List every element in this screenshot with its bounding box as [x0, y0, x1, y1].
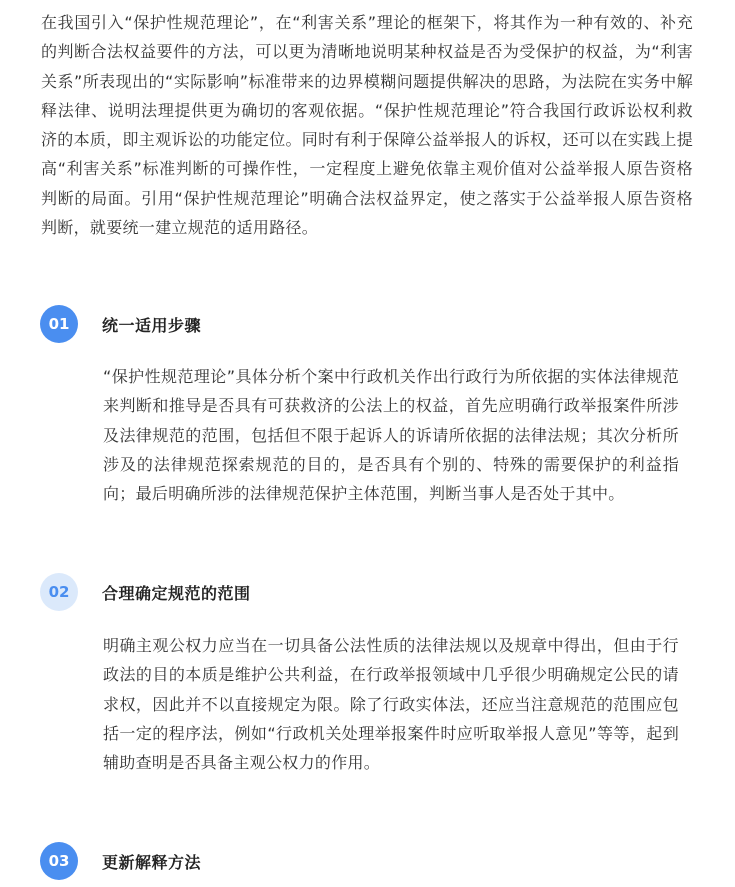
section-title: 合理确定规范的范围 — [102, 583, 251, 603]
section-number-badge: 02 — [40, 573, 78, 611]
section-number-badge: 01 — [40, 305, 78, 343]
section-header-01 — [40, 304, 201, 344]
section-header-02 — [40, 572, 251, 612]
section-body-02: 明确主观公权力应当在一切具备公法性质的法律法规以及规章中得出，但由于行政法的目的本质是维护公共利益，在行政举报领域中几乎很少明确规定公民的请求权，因此并不以直接规定为限。除了行政实体法，还应当注意规范的范围应包括一定的程序法，例如“行政机关处理举报案件时应听取举报人意见”等等，起到辅助查明是否具备主观公权力的作用。 — [103, 636, 679, 773]
section-title: 统一适用步骤 — [102, 315, 202, 335]
section-title: 更新解释方法 — [102, 852, 202, 872]
section-body-01: “保护性规范理论”具体分析个案中行政机关作出行政行为所依据的实体法律规范来判断和推导是否具有可获救济的公法上的权益，首先应明确行政举报案件所涉及法律规范的范围，包括但不限于起诉人的诉请所依据的法律法规；其次分析所涉及的法律规范探索规范的目的，是否具有个别的、特殊的需要保护的利益指向；最后明确所涉的法律规范保护主体范围，判断当事人是否处于其中。 — [103, 367, 679, 504]
section-header-03 — [40, 841, 201, 881]
intro-paragraph: 在我国引入“保护性规范理论”，在“利害关系”理论的框架下，将其作为一种有效的、补充的判断合法权益要件的方法，可以更为清晰地说明某种权益是否为受保护的权益，为“利害关系”所表现出的“实际影响”标准带来的边界模糊问题提供解决的思路，为法院在实务中解释法律、说明法理提供更为确切的客观依据。“保护性规范理论”符合我国行政诉讼权利救济的本质，即主观诉讼的功能定位。同时有利于保障公益举报人的诉权，还可以在实践上提高“利害关系”标准判断的可操作性，一定程度上避免依靠主观价值对公益举报人原告资格判断的局面。引用“保护性规范理论”明确合法权益界定，使之落实于公益举报人原告资格判断，就要统一建立规范的适用路径。 — [41, 13, 694, 238]
section-number-badge: 03 — [40, 842, 78, 880]
